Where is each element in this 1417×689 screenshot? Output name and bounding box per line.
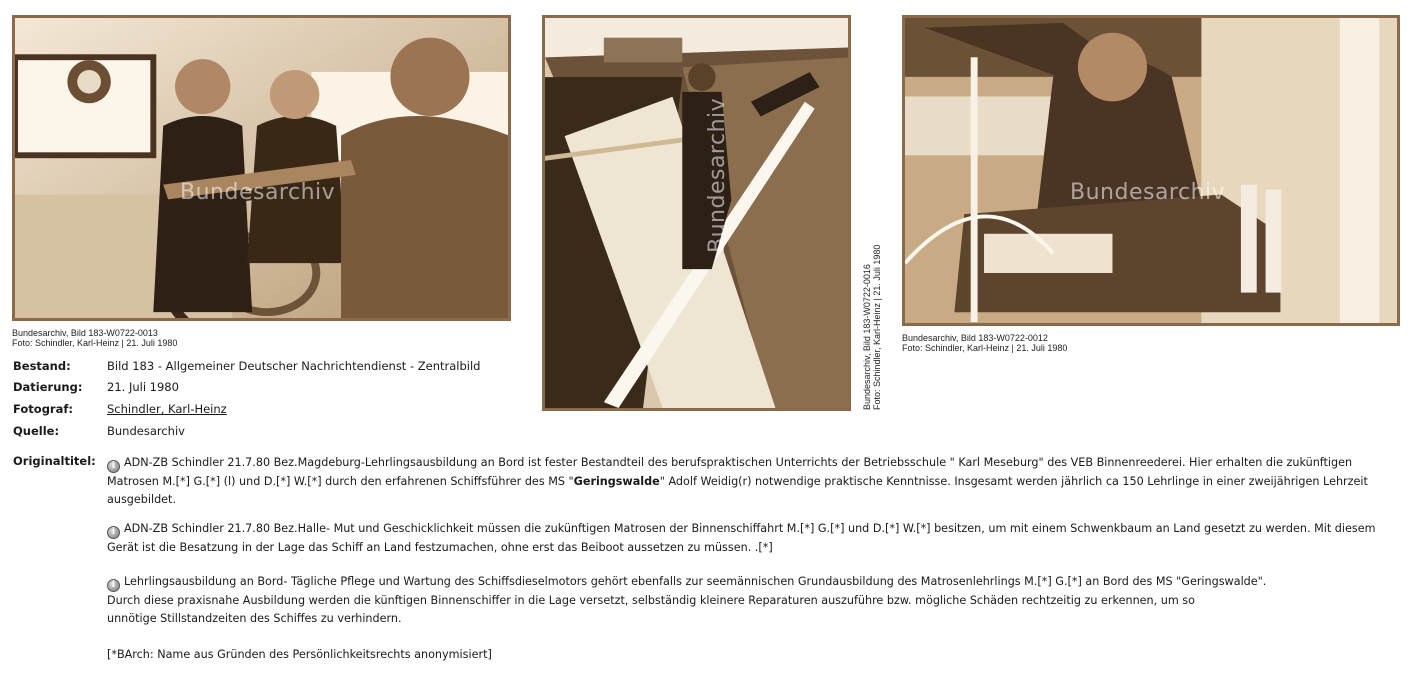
datierung-label: Datierung:: [13, 380, 83, 394]
photo-boom-image: [545, 18, 848, 408]
photo-boom[interactable]: [542, 15, 851, 411]
info-icon[interactable]: i: [107, 460, 120, 473]
datierung-value: 21. Juli 1980: [107, 380, 179, 394]
title-line: unnötige Stillstandzeiten des Schiffes zu verhindern.: [107, 612, 402, 625]
title-text: Lehrlingsausbildung an Bord- Tägliche Pflege und Wartung des Schiffsdieselmotors gehört ebenfalls zur seemännischen Grundausbildung des Matrosenlehrlings M.[*] G.[*] an Bord des MS "Geringswalde".: [124, 575, 1267, 588]
originaltitel-label: Originaltitel:: [13, 454, 96, 468]
bestand-label: Bestand:: [13, 359, 71, 373]
originaltitel-paragraph-3: [107, 573, 1377, 628]
photo-wheelhouse-image: [15, 18, 508, 318]
fotograf-value: [107, 402, 227, 416]
photo-caption: [902, 333, 1067, 353]
photo-engine-room[interactable]: [902, 15, 1400, 326]
fotograf-link[interactable]: Schindler, Karl-Heinz: [107, 402, 227, 416]
fotograf-label: Fotograf:: [13, 402, 73, 416]
title-text: ADN-ZB Schindler 21.7.80 Bez.Magdeburg-Lehrlingsausbildung an Bord ist fester Bestandteil des berufspraktischen Unterrichts der Betriebsschule " Karl Meseburg" des VEB Binnenreederei. Hier erhalten die zukünftigen Matrosen M.[*] G.[*] (l) und D.[*] W.[*] durch den erfahrenen Schiffsführer des MS ": [107, 456, 1353, 488]
photo-wheelhouse[interactable]: [12, 15, 511, 321]
photo-caption: [12, 328, 177, 348]
originaltitel-paragraph-1: [107, 454, 1377, 509]
watermark: Bundesarchiv: [180, 180, 336, 205]
title-line: Durch diese praxisnahe Ausbildung werden die künftigen Binnenschiffer in die Lage versetzt, selbständig kleinere Reparaturen auszuführe bzw. mögliche Schäden rechtzeitig zu erkennen, um so: [107, 594, 1195, 607]
photo-caption: [862, 245, 882, 410]
title-text: " Adolf Weidig(r) notwendige praktische Kenntnisse. Insgesamt werden jährlich ca 150 Lehrlinge in einer zweijährigen Lehrzeit ausgebildet.: [107, 475, 1368, 506]
originaltitel-paragraph-2: [107, 520, 1377, 557]
info-icon[interactable]: i: [107, 526, 120, 539]
info-icon[interactable]: i: [107, 579, 120, 592]
caption-id: Bundesarchiv, Bild 183-W0722-0013: [12, 328, 158, 338]
quelle-label: Quelle:: [13, 424, 60, 438]
bestand-value: Bild 183 - Allgemeiner Deutscher Nachrichtendienst - Zentralbild: [107, 359, 481, 373]
quelle-value: Bundesarchiv: [107, 424, 185, 438]
caption-credit: Foto: Schindler, Karl-Heinz | 21. Juli 1980: [872, 244, 882, 410]
title-line: [107, 573, 1377, 592]
caption-id: Bundesarchiv, Bild 183-W0722-0012: [902, 333, 1048, 343]
photo-engine-room-image: [905, 18, 1397, 323]
caption-credit: Foto: Schindler, Karl-Heinz | 21. Juli 1980: [12, 338, 178, 348]
title-text: ADN-ZB Schindler 21.7.80 Bez.Halle- Mut und Geschicklichkeit müssen die zukünftigen Matrosen der Binnenschiffahrt M.[*] G.[*] und D.[*] W.[*] besitzen, um mit einem Schwenkbaum an Land gesetzt zu werden. Mit diesem Gerät ist die Besatzung in der Lage das Schiff an Land festzumachen, ohne erst das Beiboot aussetzen zu müssen. .[*]: [107, 522, 1376, 554]
caption-id: Bundesarchiv, Bild 183-W0722-0016: [862, 264, 872, 410]
anonymization-note: [*BArch: Name aus Gründen des Persönlichkeitsrechts anonymisiert]: [107, 648, 492, 661]
watermark: Bundesarchiv: [705, 97, 730, 253]
ship-name: Geringswalde: [573, 475, 660, 488]
watermark: Bundesarchiv: [1070, 180, 1226, 205]
caption-credit: Foto: Schindler, Karl-Heinz | 21. Juli 1980: [902, 343, 1068, 353]
